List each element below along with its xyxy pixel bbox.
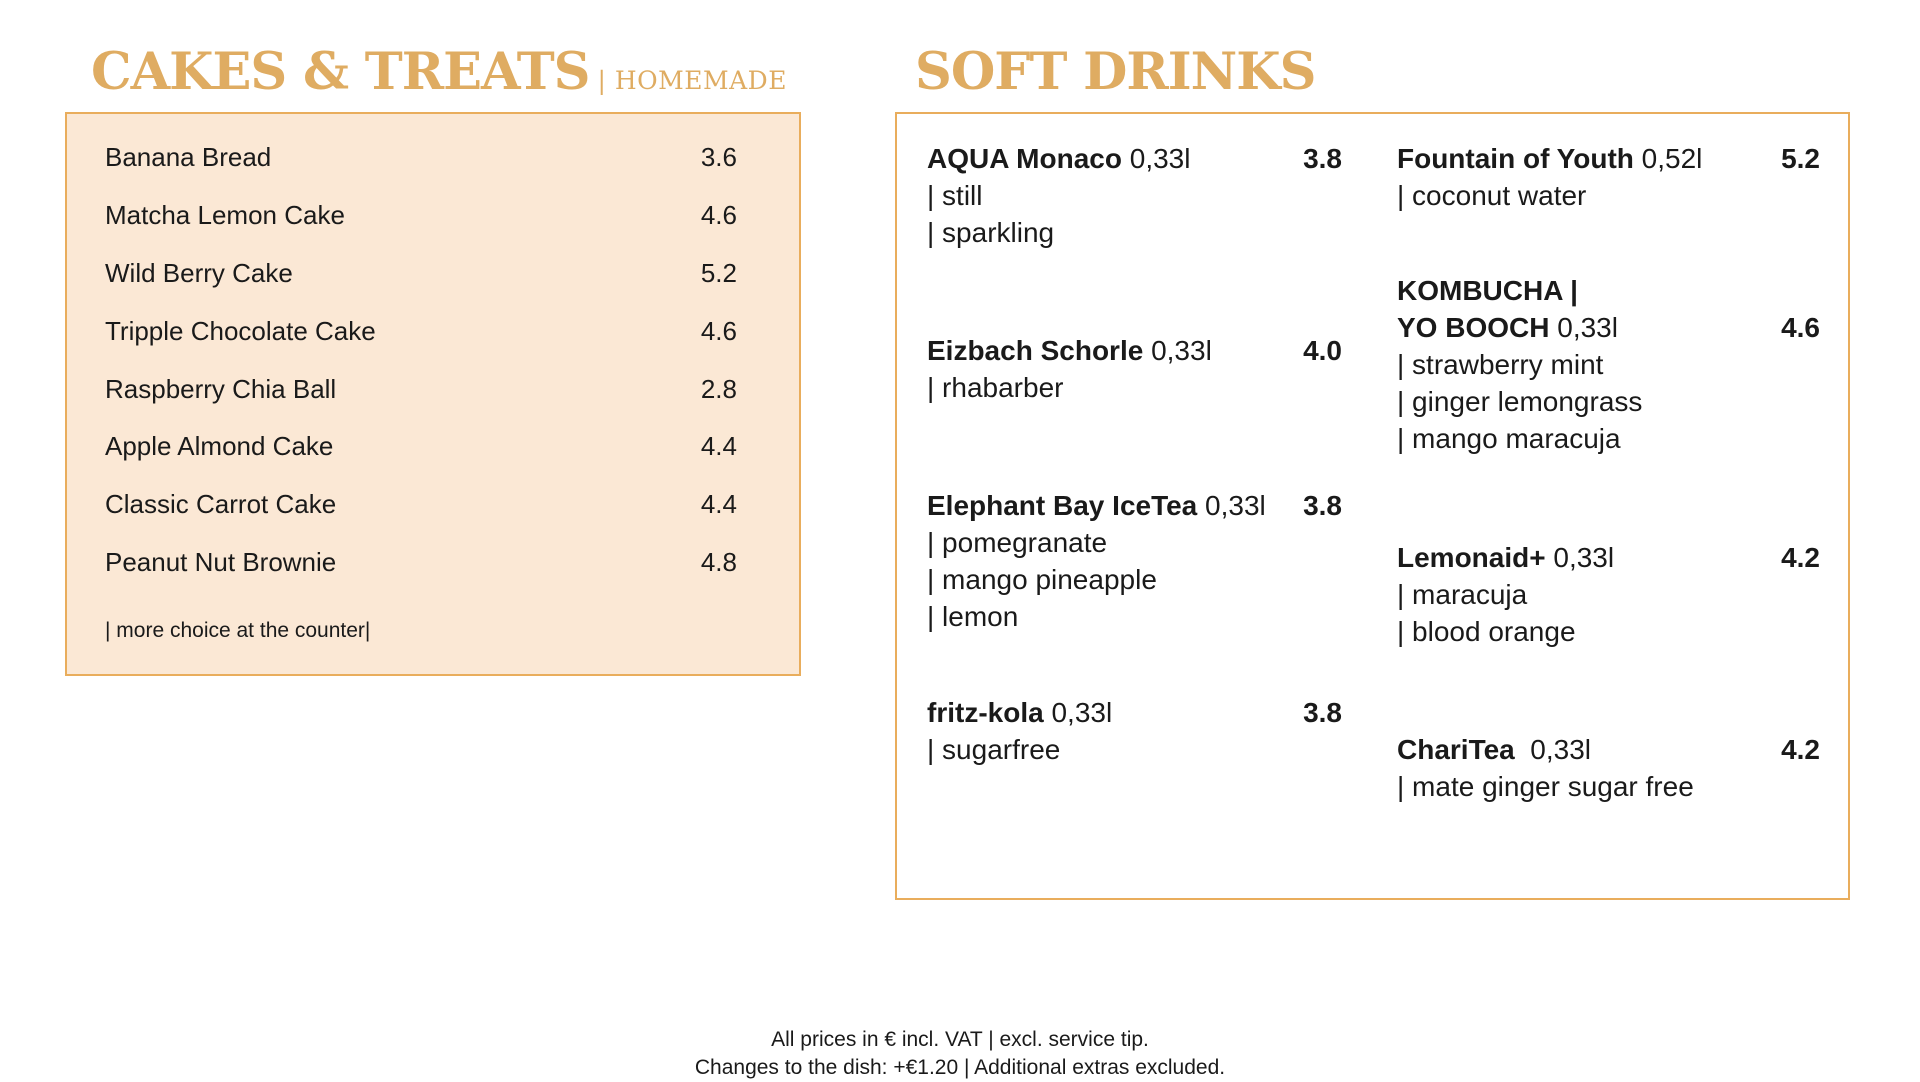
cake-item-price: 4.6 bbox=[700, 316, 737, 346]
drink-size: 0,33l bbox=[1549, 312, 1618, 343]
drink-price: 4.2 bbox=[1781, 734, 1820, 765]
cakes-heading bbox=[91, 42, 787, 102]
drinks-heading bbox=[915, 42, 1315, 102]
drink-price: 4.6 bbox=[1781, 312, 1820, 343]
drink-size: 0,33l bbox=[1043, 697, 1113, 728]
drink-name: Elephant Bay IceTea bbox=[927, 490, 1198, 521]
cake-item-price: 4.6 bbox=[700, 200, 737, 230]
drink-option: | ginger lemongrass bbox=[1397, 386, 1643, 417]
drink-size: 0,33l bbox=[1197, 490, 1266, 521]
drink-item-charitea bbox=[1397, 731, 1820, 805]
footer-line-changes: Changes to the dish: +€1.20 | Additional extras excluded. bbox=[694, 1056, 1226, 1079]
drink-option: | still bbox=[927, 180, 983, 211]
drink-price: 4.2 bbox=[1781, 542, 1820, 573]
cake-item bbox=[105, 258, 737, 298]
cake-item bbox=[105, 374, 737, 414]
drink-option: | mango pineapple bbox=[927, 564, 1157, 595]
drink-item-kombucha bbox=[1397, 272, 1820, 457]
price-footer bbox=[0, 1026, 1920, 1082]
drink-size: 0,33l bbox=[1545, 542, 1615, 573]
drink-option: | sugarfree bbox=[927, 734, 1061, 765]
drink-option: | lemon bbox=[927, 601, 1019, 632]
drink-option: | strawberry mint bbox=[1397, 349, 1604, 380]
cake-item bbox=[105, 200, 737, 240]
drink-name: YO BOOCH bbox=[1397, 312, 1550, 343]
cake-item-price: 2.8 bbox=[700, 374, 737, 404]
drink-price: 4.0 bbox=[1303, 335, 1342, 366]
cakes-note: | more choice at the counter| bbox=[105, 619, 371, 642]
cake-item-price: 3.6 bbox=[700, 142, 737, 172]
cake-item bbox=[105, 142, 737, 182]
drink-name: AQUA Monaco bbox=[927, 143, 1122, 174]
cake-item-price: 4.4 bbox=[700, 431, 737, 461]
drink-option: | coconut water bbox=[1397, 180, 1587, 211]
cake-item-price: 5.2 bbox=[700, 258, 737, 288]
drink-price: 3.8 bbox=[1303, 143, 1342, 174]
drink-option: | rhabarber bbox=[927, 372, 1064, 403]
drink-price: 3.8 bbox=[1303, 697, 1342, 728]
drink-option: | sparkling bbox=[927, 217, 1055, 248]
drink-name: Eizbach Schorle bbox=[927, 335, 1144, 366]
cake-item-name: Classic Carrot Cake bbox=[105, 489, 337, 519]
cakes-title: CAKES & TREATS bbox=[91, 42, 590, 102]
drink-size: 0,33l bbox=[1121, 143, 1191, 174]
drink-item-elephant-bay-icetea bbox=[927, 487, 1342, 635]
cake-item bbox=[105, 547, 737, 587]
cake-item-name: Peanut Nut Brownie bbox=[105, 547, 337, 577]
cake-item-name: Raspberry Chia Ball bbox=[105, 374, 337, 404]
drink-size: 0,33l bbox=[1143, 335, 1212, 366]
drink-size: 0,33l bbox=[1514, 734, 1592, 765]
drink-name: Lemonaid+ bbox=[1397, 542, 1546, 573]
cake-item-name: Wild Berry Cake bbox=[105, 258, 293, 288]
drinks-title: SOFT DRINKS bbox=[915, 42, 1316, 102]
drink-name: Fountain of Youth bbox=[1397, 143, 1634, 174]
cake-item bbox=[105, 489, 737, 529]
drink-name-line1: KOMBUCHA | bbox=[1397, 275, 1579, 306]
cake-item-name: Banana Bread bbox=[105, 142, 272, 172]
drink-option: | mango maracuja bbox=[1397, 423, 1621, 454]
drink-option: | blood orange bbox=[1397, 616, 1576, 647]
cakes-subtitle: | HOMEMADE bbox=[597, 66, 787, 95]
cake-item-name: Matcha Lemon Cake bbox=[105, 200, 345, 230]
drink-item-fritz-kola bbox=[927, 694, 1342, 768]
cake-item-name: Tripple Chocolate Cake bbox=[105, 316, 376, 346]
drink-name: fritz-kola bbox=[927, 697, 1044, 728]
drink-item-aqua-monaco bbox=[927, 140, 1342, 251]
drinks-panel bbox=[895, 112, 1850, 900]
footer-line-vat: All prices in € incl. VAT | excl. service tip. bbox=[771, 1028, 1149, 1051]
cakes-panel bbox=[65, 112, 801, 676]
cake-item-price: 4.8 bbox=[700, 547, 737, 577]
drink-name: ChariTea bbox=[1397, 734, 1515, 765]
cake-item-price: 4.4 bbox=[700, 489, 737, 519]
drink-item-lemonaid bbox=[1397, 539, 1820, 650]
drink-option: | maracuja bbox=[1397, 579, 1528, 610]
drink-item-eizbach-schorle bbox=[927, 332, 1342, 406]
drink-price: 3.8 bbox=[1303, 490, 1342, 521]
drink-price: 5.2 bbox=[1781, 143, 1820, 174]
cake-item bbox=[105, 431, 737, 471]
drink-item-fountain-of-youth bbox=[1397, 140, 1820, 214]
cake-item bbox=[105, 316, 737, 356]
cake-item-name: Apple Almond Cake bbox=[105, 431, 334, 461]
drink-size: 0,52l bbox=[1633, 143, 1703, 174]
drink-option: | pomegranate bbox=[927, 527, 1108, 558]
drink-option: | mate ginger sugar free bbox=[1397, 771, 1694, 802]
